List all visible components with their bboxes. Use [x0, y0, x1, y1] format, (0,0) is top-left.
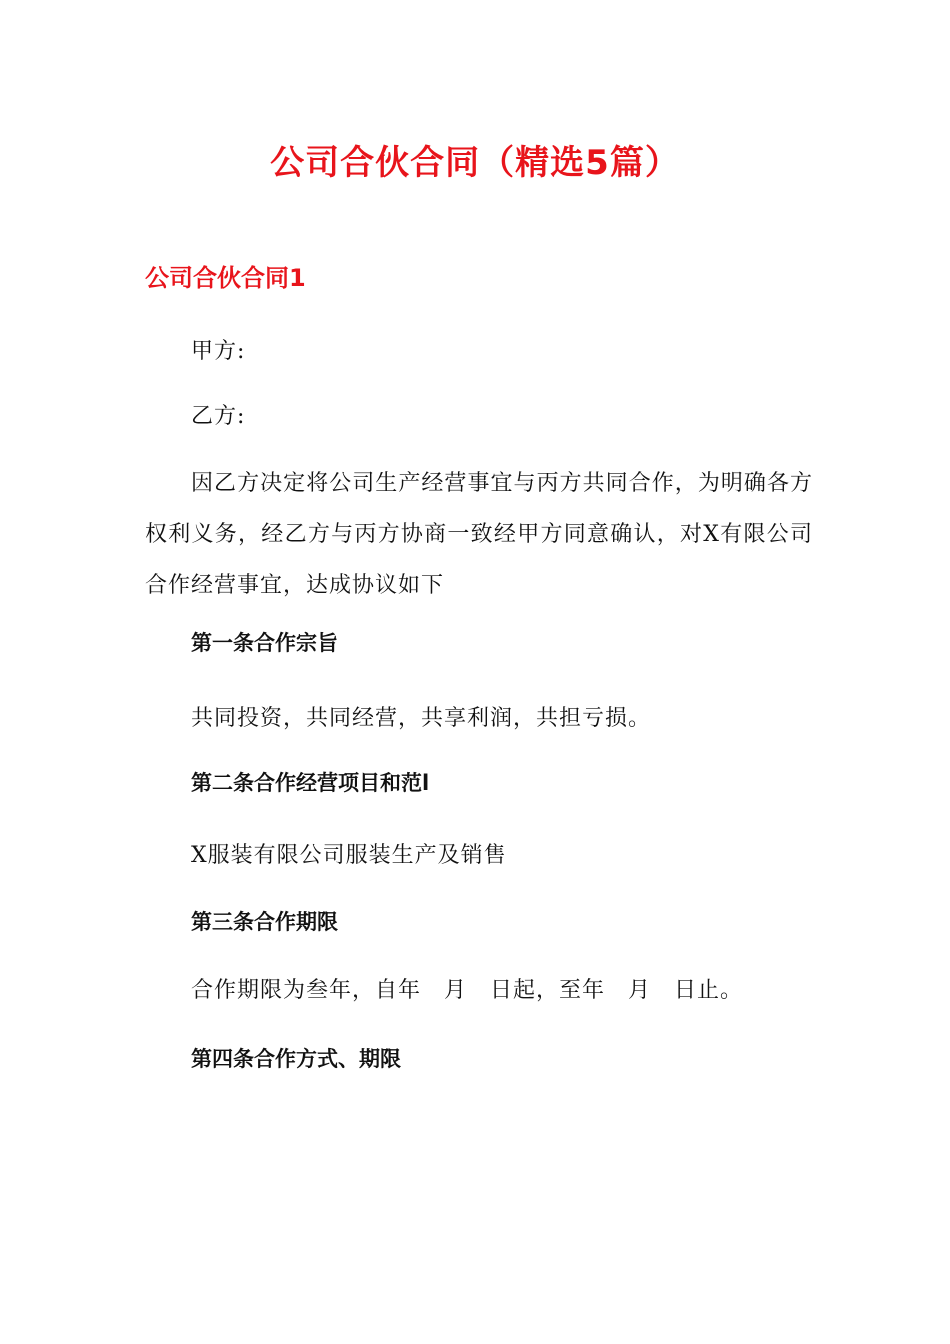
article-1-heading: 第一条合作宗旨	[191, 631, 338, 655]
article-2-body: X服装有限公司服装生产及销售	[191, 843, 507, 868]
article-4-heading: 第四条合作方式、期限	[191, 1047, 401, 1071]
document-title: 公司合伙合同（精选5篇）	[270, 143, 680, 183]
article-2-heading: 第二条合作经营项目和范l	[191, 771, 430, 795]
article-3-heading: 第三条合作期限	[191, 910, 338, 934]
section-title: 公司合伙合同1	[145, 264, 306, 292]
party-a-label: 甲方:	[191, 339, 246, 364]
intro-paragraph: 因乙方决定将公司生产经营事宜与丙方共同合作，为明确各方权利义务，经乙方与丙方协商一致经甲方同意确认，对X有限公司合作经营事宜，达成协议如下	[145, 471, 813, 598]
article-3-body: 合作期限为叁年，自年 月 日起，至年 月 日止。	[191, 978, 744, 1003]
article-1-body: 共同投资，共同经营，共享利润，共担亏损。	[191, 706, 652, 731]
party-b-label: 乙方:	[191, 404, 246, 429]
